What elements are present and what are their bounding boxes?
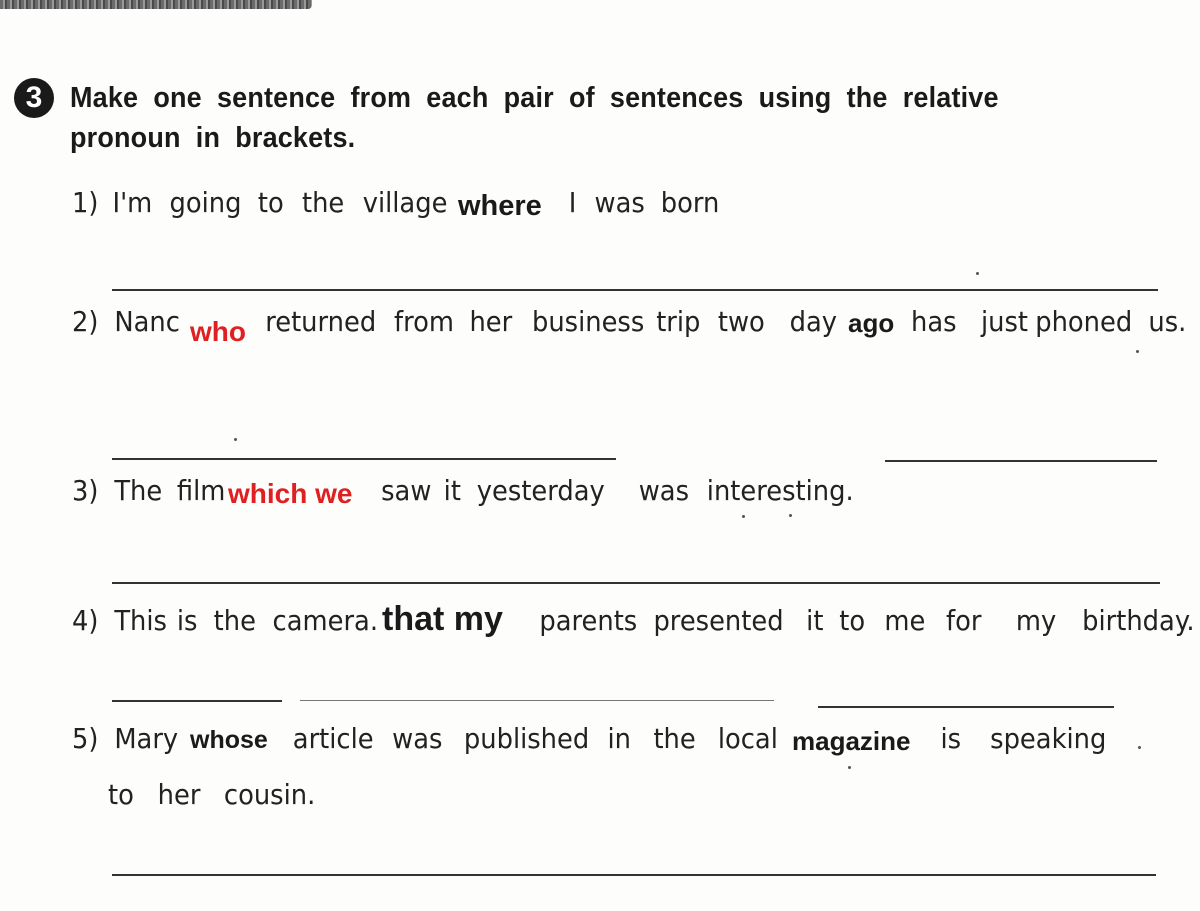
word: trip: [656, 305, 701, 338]
word: was: [638, 474, 690, 507]
item-number: 5): [72, 722, 99, 755]
word: phoned: [1035, 305, 1133, 338]
word: for: [946, 604, 982, 637]
word: the: [302, 186, 345, 219]
word: presented: [653, 604, 784, 637]
answer-whose: whose: [190, 726, 268, 754]
word: two: [717, 305, 765, 338]
word: I'm: [112, 186, 153, 219]
scan-speck: [1138, 746, 1141, 749]
word: to: [839, 604, 866, 637]
word: just: [980, 305, 1028, 338]
word: the: [213, 604, 256, 637]
word: in: [607, 722, 631, 755]
scan-speck: [1136, 350, 1139, 353]
word: it: [443, 474, 461, 507]
scan-edge-strip: [0, 0, 312, 9]
word: her: [469, 305, 513, 338]
word: film: [176, 474, 226, 507]
word: the: [653, 722, 696, 755]
item-number: 4): [72, 604, 99, 637]
word: born: [660, 186, 720, 219]
item-number: 2): [72, 305, 99, 338]
answer-line: [112, 700, 282, 702]
answer-line: [885, 460, 1157, 462]
word: birthday.: [1082, 604, 1195, 637]
word: Mary: [114, 722, 179, 755]
answer-line: [818, 706, 1114, 708]
word: I: [568, 186, 577, 219]
word: village: [362, 186, 448, 219]
exercise-number-badge: 3: [14, 78, 54, 118]
answer-ago: ago: [848, 308, 895, 338]
word: published: [463, 722, 590, 755]
answer-that-my: that my: [382, 600, 503, 638]
exercise-instruction: Make one sentence from each pair of sentences using the relative pronoun in brackets.: [70, 82, 999, 154]
word: has: [911, 305, 957, 338]
word: us.: [1148, 305, 1187, 338]
word: me: [884, 604, 926, 637]
word: This: [114, 604, 167, 637]
word: from: [394, 305, 454, 338]
word: business: [532, 305, 645, 338]
word: it: [806, 604, 824, 637]
answer-line: [112, 582, 1160, 584]
word: my: [1015, 604, 1057, 637]
word: Nanc: [114, 305, 180, 338]
word: was: [392, 722, 443, 755]
word: local: [717, 722, 778, 755]
word: The: [114, 474, 163, 507]
answer-which-we: which we: [228, 478, 353, 509]
word: is: [940, 722, 962, 755]
answer-where: where: [458, 190, 542, 222]
word: was: [594, 186, 645, 219]
word: to: [108, 778, 134, 811]
word: going: [169, 186, 242, 219]
word: is: [176, 604, 198, 637]
word: to: [257, 186, 284, 219]
word: yesterday: [476, 474, 605, 507]
item-number: 3): [72, 474, 99, 507]
word: speaking: [990, 722, 1107, 755]
word: day: [789, 305, 837, 338]
answer-line: [112, 874, 1156, 876]
scan-speck: [234, 438, 237, 441]
answer-line: [112, 289, 1158, 291]
scan-speck: [976, 272, 979, 275]
answer-who: who: [190, 316, 246, 347]
item-number: 1): [72, 186, 99, 219]
word: returned: [265, 305, 377, 338]
word: interesting.: [706, 474, 854, 507]
word: article: [292, 722, 374, 755]
scan-speck: [789, 514, 792, 517]
scan-speck: [742, 515, 745, 518]
word: saw: [381, 474, 432, 507]
answer-line: [112, 458, 616, 460]
word: her: [157, 778, 201, 811]
answer-line: [300, 700, 774, 701]
word: cousin.: [223, 778, 316, 811]
word: camera.: [272, 604, 379, 637]
word: parents: [539, 604, 638, 637]
answer-magazine: magazine: [792, 726, 911, 756]
scan-speck: [848, 766, 851, 769]
